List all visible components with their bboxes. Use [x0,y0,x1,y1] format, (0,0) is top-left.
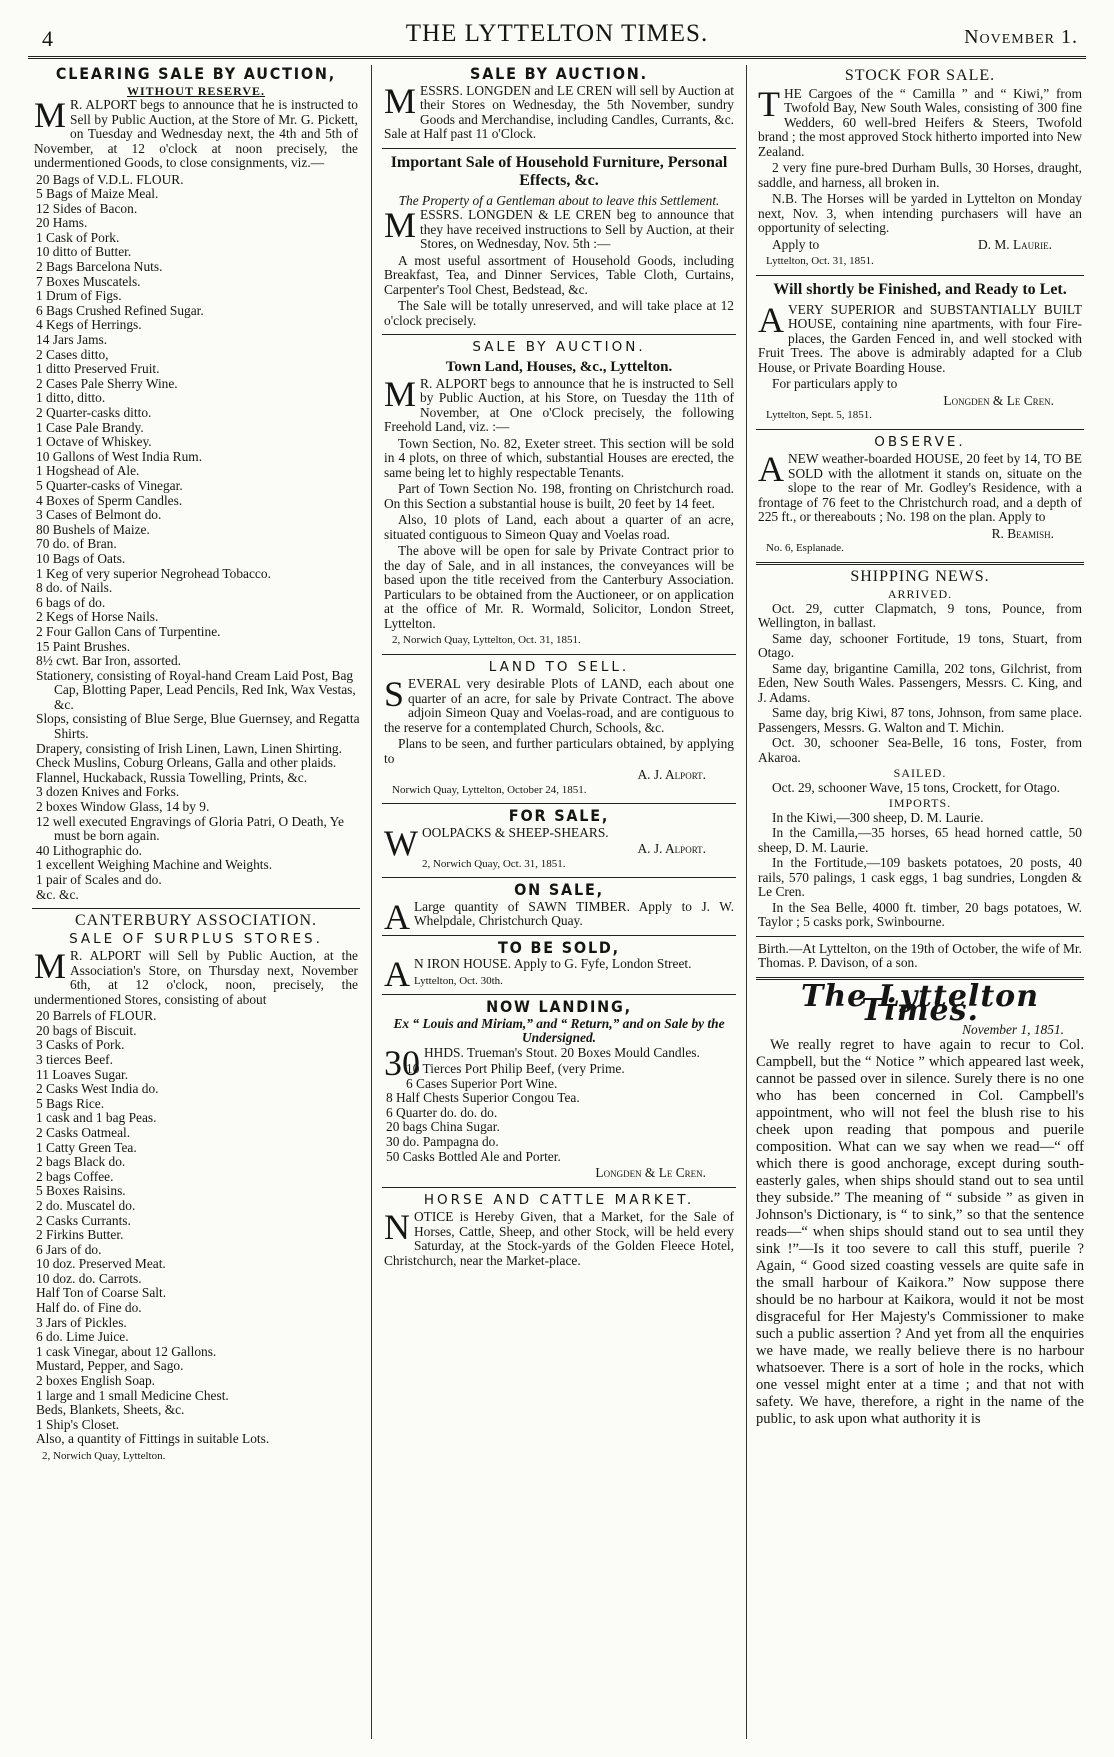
list-item: 8½ cwt. Bar Iron, assorted. [36,653,182,669]
drop-cap: A [384,954,410,994]
drop-cap: M [384,373,417,414]
list-item: 5 Boxes Raisins. [36,1183,126,1199]
list-item: 6 Bags Crushed Refined Sugar. [36,302,204,318]
stock-heading: STOCK FOR SALE. [844,67,996,84]
list-item: 2 Casks Currants. [36,1212,131,1228]
shipping-entry: Same day, brigantine Camilla, 202 tons, Gilchrist, from Eden, New South Wales. Passengers, Messrs. C. King, and J. Adams. [758,660,1082,705]
list-item: Half do. of Fine do. [36,1300,142,1316]
divider [756,429,1084,430]
land-heading: LAND TO SELL. [488,658,630,675]
clearing-sale-intro: R. ALPORT begs to announce that he is instructed to Sell by Public Auction, at the Store of Mr. G. Pickett, on Tuesday and Wednesday next, the 4th and 5th of November, at 12 o'clock at noon precisely, the undermentioned Goods, to close consignments, viz.— [34,97,358,170]
list-item: 4 Boxes of Sperm Candles. [36,492,183,508]
list-item: 10 Tierces Port Philip Beef, (very Prime. [406,1061,625,1076]
stock-apply: Apply to [772,236,820,252]
list-item: 7 Boxes Muscatels. [36,273,141,289]
column-divider [746,65,747,1739]
household-terms: The Sale will be totally unreserved, and will take place at 12 o'clock precisely. [384,298,734,328]
clearing-sale-heading: CLEARING SALE BY AUCTION, [55,65,337,83]
list-item: 2 Kegs of Horse Nails. [36,609,159,625]
list-item: 14 Jars Jams. [36,332,108,348]
shipping-entry: Same day, brig Kiwi, 87 tons, Johnson, from same place. Passengers, Messrs. G. Walton and T. Michin. [758,705,1082,735]
horse-market-text: OTICE is Hereby Given, that a Market, for the Sale of Horses, Cattle, Sheep, and other Stock, will be held every Saturday, at the Stock-yards of the Golden Fleece Hotel, Christchurch, near the Market-place. [384,1209,734,1268]
canterbury-stores-list [32,1009,360,1447]
list-item: 2 Four Gallon Cans of Turpentine. [36,623,221,639]
list-item: 20 Hams. [36,215,88,231]
editorial-text: We really regret to have again to recur to Col. Campbell, but the “ Notice ” which appeared last week, cannot be passed over in silence. Surely there is no one who has been concerned in Col. Campbell's appointment, who will not feel the blush rise to his cheek upon reading that pompous and puerile composition. What can we say when we read—“ off which there is good anchorage, except during south-easterly gales, when ships should stand out to sea until they subside.” The meaning of “ subside ” as given in Johnson's Dictionary, is “ to sink,” so that the sentence reads—“ when ships should stand out to sea until they sink !”—Is it too severe to call this stuff, puerile ? Again, “ Good sized coasting vessels are quite safe in the small harbour of Kaikora.” Now suppose there should be no harbour at Kaikora, would it not be most disgraceful for Her Majesty's Commissioner to make such a public assertion ? And yet from all the enquiries we have made, we really believe there is no harbour whatsoever. There is a sort of hole in the rocks, which one vessel might enter at a time ; and that not with safety. We have, therefore, a right in the name of the public, to ask upon what authority it is [756,1037,1084,1427]
imports-label: IMPORTS. [888,796,952,810]
list-item: 6 Jars of do. [36,1241,102,1257]
list-item: 12 well executed Engravings of Gloria Patri, O Death, Ye must be born again. [36,813,344,844]
arrived-label: ARRIVED. [887,587,953,601]
to-be-sold-text: N IRON HOUSE. Apply to G. Fyfe, London Street. [414,956,692,971]
drop-cap: M [384,80,417,121]
stock-signer: D. M. Laurie. [978,236,1052,252]
house-apply: For particulars apply to [772,376,898,391]
list-item: 40 Lithographic do. [36,842,142,858]
list-item: 20 bags of Biscuit. [36,1022,137,1038]
now-landing-signer: Longden & Le Cren. [595,1165,706,1181]
list-item: 1 Cask of Pork. [36,229,120,245]
townland-address: 2, Norwich Quay, Lyttelton, Oct. 31, 1851. [392,634,581,646]
list-item: 10 ditto of Butter. [36,244,132,260]
drop-cap: M [384,205,417,245]
imports-list [756,811,1084,930]
shipping-news [756,567,1084,930]
now-landing-heading: NOW LANDING, [486,997,632,1016]
list-item: 3 Jars of Pickles. [36,1314,127,1330]
divider [382,148,736,149]
list-item: 1 pair of Scales and do. [36,872,162,887]
house-address: Lyttelton, Sept. 5, 1851. [766,409,873,421]
shipping-entry: In the Kiwi,—300 sheep, D. M. Laurie. [772,809,984,825]
observe-signer: R. Beamish. [991,525,1054,541]
list-item: 4 Kegs of Herrings. [36,317,142,333]
divider [382,803,736,804]
on-sale-heading: ON SALE, [514,880,604,899]
divider [382,877,736,878]
divider [756,275,1084,276]
column-3 [756,65,1084,1739]
list-item: 2 Bags Barcelona Nuts. [36,259,163,275]
list-item: 2 Casks Oatmeal. [36,1124,131,1140]
now-landing-subtitle: Ex “ Louis and Miriam,” and “ Return,” and on Sale by the Undersigned. [393,1015,725,1045]
list-item: 1 Catty Green Tea. [36,1139,137,1155]
list-item: 1 large and 1 small Medicine Chest. [36,1387,229,1403]
list-item: 6 bags of do. [36,594,106,610]
list-item: 2 boxes Window Glass, 14 by 9. [36,799,210,815]
list-item: 2 bags Black do. [36,1154,126,1170]
household-subtitle: The Property of a Gentleman about to leave this Settlement. [398,192,720,208]
list-item: 2 boxes English Soap. [36,1373,156,1389]
column-2 [382,65,736,1739]
arrived-list [756,602,1084,766]
list-item: 2 Casks West India do. [36,1081,159,1097]
stock-note: N.B. The Horses will be yarded in Lyttelton on Monday next, Nov. 3, when intending purchasers will have an opportunity of selecting. [758,191,1082,235]
list-item: 50 Casks Bottled Ale and Porter. [386,1148,561,1164]
page-header [28,20,1086,50]
list-item: Beds, Blankets, Sheets, &c. [36,1402,185,1418]
house-heading: Will shortly be Finished, and Ready to Let. [773,280,1067,298]
for-sale-text: OOLPACKS & SHEEP-SHEARS. [421,824,609,840]
editorial-masthead: The Lyttelton Times. [801,978,1039,1028]
divider [382,334,736,335]
canterbury-heading: CANTERBURY ASSOCIATION. [75,912,317,930]
list-item: 1 Hogshead of Ale. [36,463,140,479]
list-item: 11 Loaves Sugar. [36,1066,129,1082]
list-item: Flannel, Huckaback, Russia Towelling, Prints, &c. [36,769,308,785]
drop-cap: A [384,896,410,937]
list-item: 1 Drum of Figs. [36,288,122,304]
canterbury-address: 2, Norwich Quay, Lyttelton. [42,1450,166,1462]
stock-bulls: 2 very fine pure-bred Durham Bulls, 30 Horses, draught, saddle, and harness, all broken in. [758,160,1082,190]
list-item: 1 Octave of Whiskey. [36,434,152,450]
list-item: 70 do. of Bran. [36,536,117,552]
list-item: Half Ton of Coarse Salt. [36,1285,167,1301]
list-item: 2 Cases ditto, [36,346,109,362]
list-item: Check Muslins, Coburg Orleans, Galla and other plaids. [36,755,337,771]
list-item: 3 dozen Knives and Forks. [36,784,180,800]
drop-cap: A [758,299,784,340]
divider [382,935,736,936]
townland-intro: R. ALPORT begs to announce that he is instructed to Sell by Public Auction, at his Store, on Tuesday the 11th of November, at One o'Clock precisely, the following Freehold Land, viz. :— [384,375,734,434]
for-sale-signer: A. J. Alport. [637,841,706,856]
list-item: 20 Bags of V.D.L. FLOUR. [36,171,184,187]
list-item: 2 do. Muscatel do. [36,1197,136,1213]
list-item: 15 Paint Brushes. [36,638,131,654]
list-item: 12 Sides of Bacon. [36,200,138,216]
observe-heading: OBSERVE. [874,433,966,450]
divider [756,936,1084,937]
list-item: 5 Quarter-casks of Vinegar. [36,477,183,493]
list-item: 2 Quarter-casks ditto. [36,405,152,420]
land-signer: A. J. Alport. [637,767,706,782]
list-item: &c. &c. [36,886,79,902]
shipping-entry: In the Fortitude,—109 baskets potatoes, 20 posts, 40 rails, 570 palings, 1 cask eggs, 1 bag sundries, Longden & Le Cren. [758,855,1082,899]
household-goods: A most useful assortment of Household Goods, including Breakfast, Tea, and Dinner Services, Table Cloth, Curtains, Carpenter's Tool Chest, Bedstead, &c. [384,252,734,297]
column-divider [371,65,372,1739]
for-sale-address: 2, Norwich Quay, Oct. 31, 1851. [421,857,566,870]
list-item: 1 cask and 1 bag Peas. [36,1110,157,1126]
list-item: 80 Bushels of Maize. [36,521,150,537]
list-item: 1 excellent Weighing Machine and Weights. [36,857,273,873]
sale-auction-heading: SALE BY AUCTION. [470,65,648,83]
list-item: 6 Quarter do. do. do. [386,1104,498,1120]
list-item: 1 ditto Preserved Fruit. [36,361,160,377]
shipping-entry: Oct. 29, cutter Clapmatch, 9 tons, Pounce, from Wellington, in ballast. [758,600,1082,630]
household-text: ESSRS. LONGDEN & LE CREN beg to announce that they have received instructions to Sell by Auction, at their Stores, on Wednesday, Nov. 5th :— [420,207,734,251]
divider [382,994,736,995]
drop-cap: S [384,674,405,714]
newspaper-title: THE LYTTELTON TIMES. [405,20,709,47]
list-item: 10 doz. do. Carrots. [36,1270,142,1286]
household-heading: Important Sale of Household Furniture, Personal Effects, &c. [390,153,728,189]
townland-plots: Also, 10 plots of Land, each about a quarter of an acre, situated contiguous to Simeon Quay and Voelas road. [384,512,734,542]
list-item: 1 Case Pale Brandy. [36,419,144,435]
list-item: 5 Bags Rice. [36,1095,105,1111]
birth-notice: Birth.—At Lyttelton, on the 19th of October, the wife of Mr. Thomas. P. Davison, of a son. [758,940,1082,970]
list-item: 8 Half Chests Superior Congou Tea. [386,1090,580,1106]
divider [756,562,1084,565]
house-signer: Longden & Le Cren. [943,392,1054,408]
horse-market-heading: HORSE AND CATTLE MARKET. [423,1191,695,1208]
townland-section-82: Town Section, No. 82, Exeter street. This section will be sold in 4 plots, on three of which, substantial Houses are erected, the same being let to highly respectable Tenants. [384,435,734,480]
issue-date: November 1. [964,26,1078,48]
sailed-list [756,781,1084,796]
clearing-sale-subheading: WITHOUT RESERVE. [126,83,266,98]
drop-cap: A [758,449,784,489]
list-item: 6 do. Lime Juice. [36,1329,129,1345]
drop-cap: 30 [384,1042,420,1083]
shipping-entry: In the Sea Belle, 4000 ft. timber, 20 bags potatoes, W. Taylor ; 5 casks pork, Swinbourne. [758,899,1082,929]
observe-text: NEW weather-boarded HOUSE, 20 feet by 14, TO BE SOLD with the allotment it stands on, situate on the slope to the rear of Mr. Godley's Residence, with a frontage of 76 feet to the Christchurch road, and a depth of 225 ft., or thereabouts ; No. 198 on the plan. Apply to [758,451,1082,524]
list-item: 5 Bags of Maize Meal. [36,186,159,202]
list-item: 20 Barrels of FLOUR. [36,1008,157,1024]
shipping-entry: Same day, schooner Fortitude, 19 tons, Stuart, from Otago. [758,630,1082,660]
list-item: Slops, consisting of Blue Serge, Blue Guernsey, and Regatta Shirts. [36,711,360,742]
drop-cap: M [34,95,67,135]
land-text: EVERAL very desirable Plots of LAND, each about one quarter of an acre, for sale by Private Contract. The above adjoin Simeon Quay and Voelas-road, and are contiguous to the reserve for a contemplated Church, Schools, &c. [384,676,734,735]
list-item: 1 cask Vinegar, about 12 Gallons. [36,1343,217,1359]
list-item: Mustard, Pepper, and Sago. [36,1358,184,1374]
for-sale-heading: FOR SALE, [508,806,610,825]
list-item: 2 Cases Pale Sherry Wine. [36,375,178,391]
list-item: 3 tierces Beef. [36,1051,113,1067]
list-item: 2 bags Coffee. [36,1168,114,1184]
divider [382,654,736,655]
drop-cap: W [384,822,418,863]
list-item: 10 Gallons of West India Rum. [36,448,203,464]
list-item: Stationery, consisting of Royal-hand Cream Laid Post, Bag Cap, Blotting Paper, Lead Pencils, Red Ink, Wax Vestas, &c. [36,667,356,712]
list-item: 30 do. Pampagna do. [386,1133,499,1149]
list-item: 10 doz. Preserved Meat. [36,1256,166,1272]
list-item: 2 Firkins Butter. [36,1227,124,1243]
now-landing-list [382,1062,736,1164]
list-item: 10 Bags of Oats. [36,550,126,566]
drop-cap: M [34,946,67,987]
list-item: 3 Cases of Belmont do. [36,507,162,523]
list-item: 3 Casks of Pork. [36,1037,125,1053]
shipping-entry: Oct. 30, schooner Sea-Belle, 16 tons, Foster, from Akaroa. [758,735,1082,765]
sailed-label: SAILED. [893,766,947,780]
list-item: 6 Cases Superior Port Wine. [406,1075,558,1091]
list-item: 8 do. of Nails. [36,580,113,596]
observe-address: No. 6, Esplanade. [766,542,844,554]
divider [32,908,360,909]
clearing-sale-list [32,173,360,903]
drop-cap: T [758,83,780,124]
column-1 [32,65,360,1739]
sale-auction-text: ESSRS. LONGDEN and LE CREN will sell by Auction at their Stores on Wednesday, the 5th November, sundry Goods and Merchandise, including Candles, Currants, &c. Sale at Half past 11 o'Clock. [384,82,734,141]
on-sale-text: Large quantity of SAWN TIMBER. Apply to J. W. Whelpdale, Christchurch Quay. [414,898,734,928]
now-landing-first: HHDS. Trueman's Stout. 20 Boxes Mould Candles. [424,1044,700,1060]
drop-cap: N [384,1207,410,1248]
editorial-date: November 1, 1851. [962,1021,1064,1037]
land-address: Norwich Quay, Lyttelton, October 24, 1851. [392,783,587,796]
stock-address: Lyttelton, Oct. 31, 1851. [766,255,874,267]
land-apply: Plans to be seen, and further particulars obtained, by applying to [384,736,734,766]
townland-section-198: Part of Town Section No. 198, fronting on Christchurch road. On this Section a substantial house is built, 20 feet by 14 feet. [384,481,734,511]
page-number: 4 [42,26,53,51]
stock-text: HE Cargoes of the “ Camilla ” and “ Kiwi,” from Twofold Bay, New South Wales, consisting of 300 fine Wedders, 60 well-bred Heifers & Steers, Twofold brand ; the most approved Stock hitherto imported into New Zealand. [758,85,1082,159]
shipping-heading: SHIPPING NEWS. [850,567,990,585]
townland-heading: SALE BY AUCTION. [472,339,646,355]
to-be-sold-heading: TO BE SOLD, [498,937,620,957]
townland-terms: The above will be open for sale by Private Contract prior to the day of Sale, and in all instances, the conveyances will be based upon the title received from the Canterbury Association. Particulars to be obtained from the Auctioneer, or on application at the office of Mr. R. Wormald, Solicitor, London Street, Lyttelton. [384,543,734,631]
list-item: Also, a quantity of Fittings in suitable Lots. [36,1431,270,1447]
list-item: 1 Keg of very superior Negrohead Tobacco. [36,565,271,581]
surplus-stores-heading: SALE OF SURPLUS STORES. [69,930,323,947]
canterbury-intro: R. ALPORT will Sell by Public Auction, at the Association's Store, on Thursday next, November 6th, at 12 o'clock, noon, precisely, the undermentioned Stores, consisting of about [34,948,358,1007]
shipping-entry: In the Camilla,—35 horses, 65 head horned cattle, 50 sheep, D. M. Laurie. [758,825,1082,855]
list-item: 1 Ship's Closet. [36,1416,120,1432]
shipping-entry: Oct. 29, schooner Wave, 15 tons, Crockett, for Otago. [772,779,1060,795]
house-text: VERY SUPERIOR and SUBSTANTIALLY BUILT HOUSE, containing nine apartments, with four Fire-places, the Garden Fenced in, and well stocked with Fruit Trees. The above is admirably adapted for a Club House, or Private Boarding House. [758,301,1082,375]
townland-subheading: Town Land, Houses, &c., Lyttelton. [445,358,673,375]
list-item: Drapery, consisting of Irish Linen, Lawn, Linen Shirting. [36,740,342,756]
to-be-sold-address: Lyttelton, Oct. 30th. [414,974,503,987]
list-item: 20 bags China Sugar. [386,1119,500,1135]
list-item: 1 ditto, ditto. [36,390,106,406]
divider [382,1187,736,1188]
